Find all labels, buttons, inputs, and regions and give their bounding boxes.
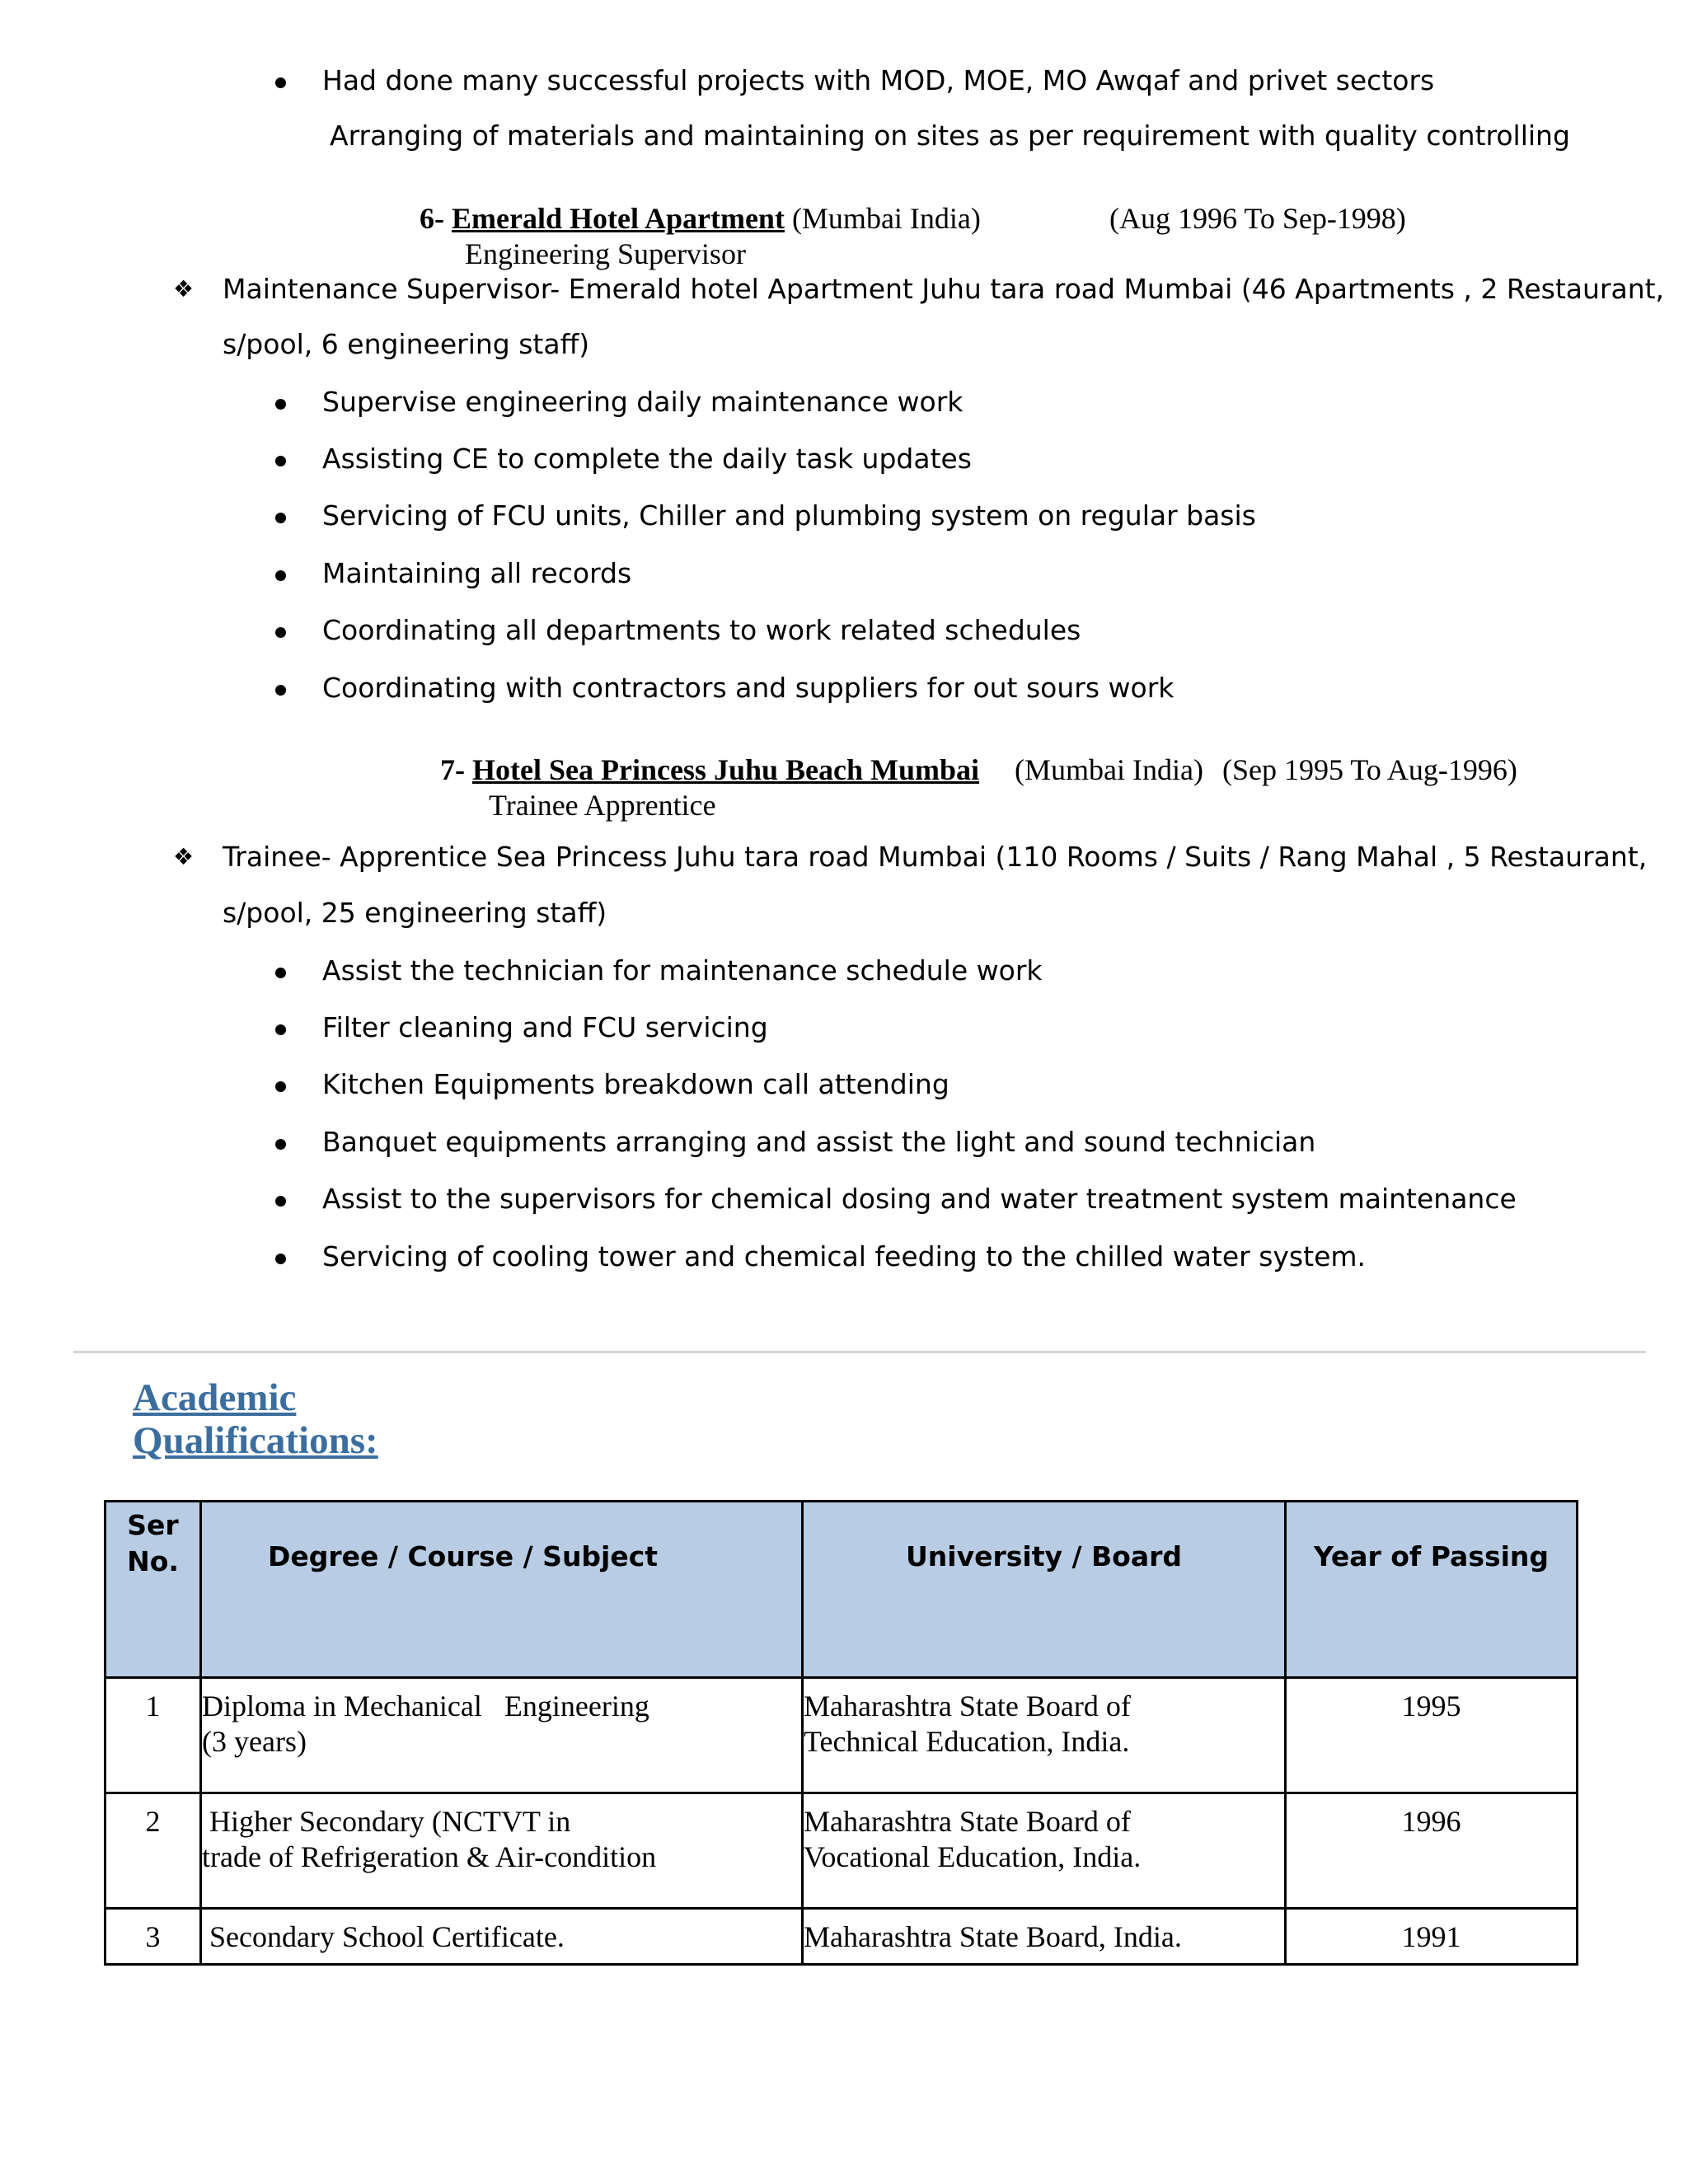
university-line1: Maharashtra State Board of — [804, 1690, 1131, 1722]
degree-line2: (3 years) — [202, 1725, 307, 1758]
university-line2: Vocational Education, India. — [804, 1840, 1142, 1873]
table-row — [106, 1678, 1578, 1793]
university-line1: Maharashtra State Board, India. — [804, 1920, 1182, 1953]
table-header-row — [106, 1502, 1578, 1678]
bullet-dot — [275, 1254, 286, 1264]
list-item: Servicing of cooling tower and chemical feeding to the chilled water system. — [322, 1240, 1367, 1272]
list-item: Servicing of FCU units, Chiller and plumbing system on regular basis — [322, 499, 1256, 532]
job6-role: Engineering Supervisor — [465, 237, 746, 270]
section-divider — [73, 1351, 1646, 1353]
table-row — [106, 1793, 1578, 1909]
job6-company: Emerald Hotel Apartment — [452, 202, 785, 235]
job6-period: (Aug 1996 To Sep-1998) — [1109, 202, 1406, 235]
ser-cell: 2 — [106, 1793, 201, 1909]
degree-line2: trade of Refrigeration & Air-condition — [202, 1840, 657, 1873]
job7-period: (Sep 1995 To Aug-1996) — [1222, 753, 1517, 786]
degree-line1: Higher Secondary (NCTVT in — [202, 1805, 571, 1838]
job6-summary-line1: Maintenance Supervisor- Emerald hotel Apartment Juhu tara road Mumbai (46 Apartments , 2 Restaurant, — [223, 273, 1665, 305]
university-cell — [803, 1793, 1286, 1909]
header-ser-line2: No. — [127, 1545, 179, 1577]
degree-line1: Diploma in Mechanical Engineering — [202, 1690, 649, 1722]
university-cell — [803, 1678, 1286, 1793]
header-university: University / Board — [803, 1502, 1286, 1678]
list-item: Supervise engineering daily maintenance work — [322, 386, 964, 418]
ser-cell: 1 — [106, 1678, 201, 1793]
list-item: Assist to the supervisors for chemical dosing and water treatment system maintenance — [322, 1183, 1517, 1215]
bullet-dot — [275, 685, 286, 696]
job7-role: Trainee Apprentice — [489, 789, 716, 822]
list-item: Maintaining all records — [322, 557, 632, 589]
list-item: Assist the technician for maintenance schedule work — [322, 954, 1043, 987]
diamond-bullet-icon: ❖ — [173, 275, 195, 302]
job7-heading — [440, 752, 979, 787]
job7-summary-line2: s/pool, 25 engineering staff) — [223, 897, 607, 929]
job7-location: (Mumbai India) — [1015, 753, 1203, 786]
list-item: Coordinating with contractors and suppliers for out sours work — [322, 672, 1175, 704]
header-year: Year of Passing — [1286, 1502, 1578, 1678]
list-item: Kitchen Equipments breakdown call attending — [322, 1068, 950, 1100]
list-item: Assisting CE to complete the daily task updates — [322, 443, 973, 475]
job6-location: (Mumbai India) — [791, 202, 981, 235]
bullet-dot — [275, 627, 286, 638]
header-degree: Degree / Course / Subject — [201, 1502, 803, 1678]
bullet-dot — [275, 513, 286, 523]
bullet-dot — [275, 399, 286, 410]
job7-summary-line1: Trainee- Apprentice Sea Princess Juhu tara road Mumbai (110 Rooms / Suits / Rang Mahal , 5 Restaurant, — [223, 841, 1648, 873]
year-cell: 1995 — [1286, 1678, 1578, 1793]
degree-cell — [201, 1793, 803, 1909]
year-cell: 1991 — [1286, 1909, 1578, 1965]
bullet-dot — [275, 570, 286, 581]
table-row — [106, 1909, 1578, 1965]
job7-number: 7- — [440, 753, 465, 786]
academic-title-line1: Academic — [133, 1376, 297, 1419]
list-item: Banquet equipments arranging and assist the light and sound technician — [322, 1126, 1316, 1158]
job6-summary-line2: s/pool, 6 engineering staff) — [223, 328, 590, 360]
intro-line: Arranging of materials and maintaining on sites as per requirement with quality controlling — [330, 120, 1570, 152]
bullet-dot — [275, 77, 286, 88]
bullet-dot — [275, 1196, 286, 1207]
degree-cell — [201, 1678, 803, 1793]
job6-number: 6- — [420, 202, 444, 235]
header-ser-no — [106, 1502, 201, 1678]
degree-line1: Secondary School Certificate. — [202, 1920, 565, 1953]
intro-bullet: Had done many successful projects with MOD, MOE, MO Awqaf and privet sectors — [322, 64, 1435, 96]
list-item: Coordinating all departments to work related schedules — [322, 614, 1081, 646]
university-line2: Technical Education, India. — [804, 1725, 1130, 1758]
job6-heading — [420, 201, 981, 236]
degree-cell — [201, 1909, 803, 1965]
job7-company: Hotel Sea Princess Juhu Beach Mumbai — [472, 753, 980, 786]
header-ser-line1: Ser — [127, 1509, 179, 1541]
ser-cell: 3 — [106, 1909, 201, 1965]
university-cell — [803, 1909, 1286, 1965]
list-item: Filter cleaning and FCU servicing — [322, 1011, 768, 1043]
bullet-dot — [275, 968, 286, 978]
academic-title-line2: Qualifications: — [133, 1419, 378, 1462]
university-line1: Maharashtra State Board of — [804, 1805, 1131, 1838]
academic-title — [133, 1376, 462, 1462]
bullet-dot — [275, 1081, 286, 1092]
diamond-bullet-icon: ❖ — [173, 843, 195, 870]
bullet-dot — [275, 456, 286, 466]
bullet-dot — [275, 1139, 286, 1150]
qualifications-table — [104, 1500, 1578, 1966]
bullet-dot — [275, 1024, 286, 1035]
year-cell: 1996 — [1286, 1793, 1578, 1909]
